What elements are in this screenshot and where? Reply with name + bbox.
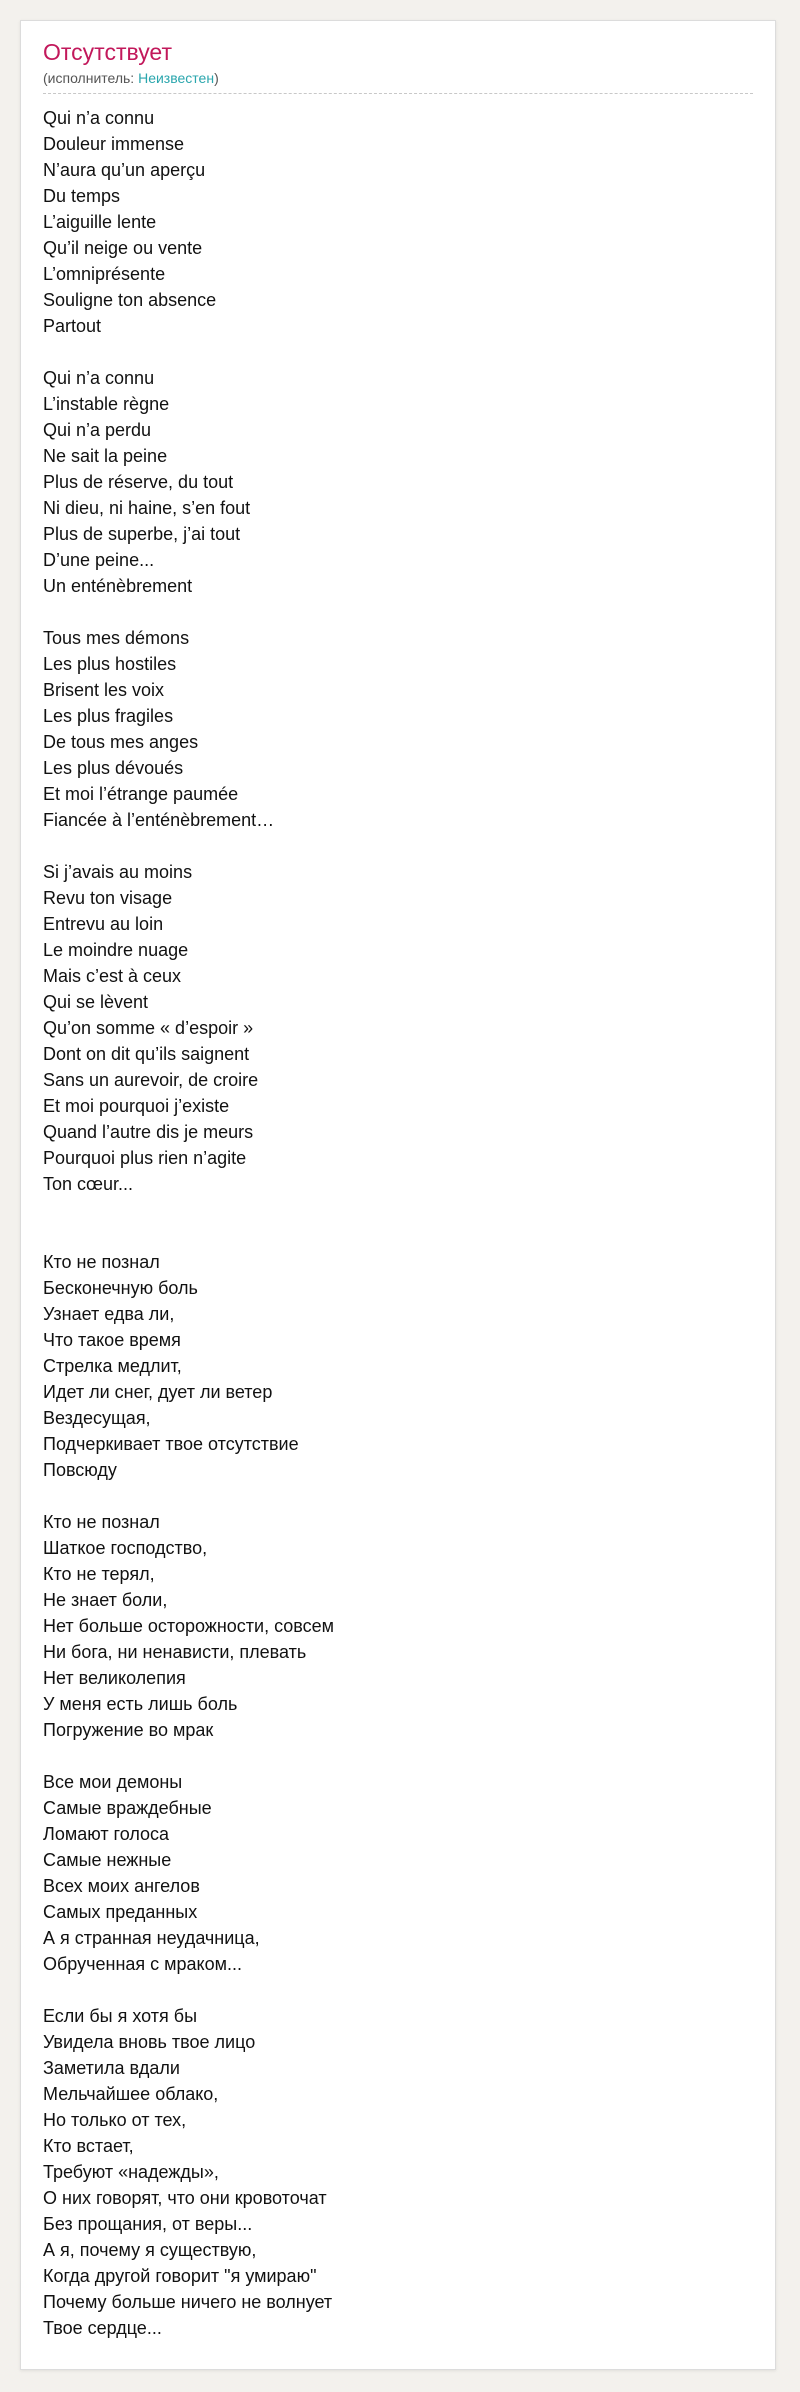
lyric-line: Si j’avais au moins xyxy=(43,862,193,882)
song-title: Отсутствует xyxy=(43,39,172,65)
lyric-line: N’aura qu’un aperçu xyxy=(43,160,206,180)
artist-line xyxy=(43,71,219,85)
lyric-line: Идет ли снег, дует ли ветер xyxy=(43,1382,273,1402)
lyric-line: У меня есть лишь боль xyxy=(43,1694,238,1714)
lyric-line: Кто не познал xyxy=(43,1512,160,1532)
lyric-line: О них говорят, что они кровоточат xyxy=(43,2188,327,2208)
lyric-line: Les plus hostiles xyxy=(43,654,177,674)
lyric-line: Но только от тех, xyxy=(43,2110,187,2130)
lyric-line: Entrevu au loin xyxy=(43,914,164,934)
lyric-line: L’omniprésente xyxy=(43,264,166,284)
lyric-line: Tous mes démons xyxy=(43,628,190,648)
lyric-line: Когда другой говорит "я умираю" xyxy=(43,2266,317,2286)
lyric-line: А я, почему я существую, xyxy=(43,2240,257,2260)
lyric-line: Pourquoi plus rien n’agite xyxy=(43,1148,247,1168)
lyric-line: Quand l’autre dis je meurs xyxy=(43,1122,254,1142)
lyric-line: Et moi l’étrange paumée xyxy=(43,784,239,804)
lyric-line: Кто встает, xyxy=(43,2136,134,2156)
lyrics-card xyxy=(20,20,776,2370)
lyric-line: Самые враждебные xyxy=(43,1798,212,1818)
lyric-line: Brisent les voix xyxy=(43,680,165,700)
stanza-3 xyxy=(43,625,743,833)
lyric-line: Qu’on somme « d’espoir » xyxy=(43,1018,254,1038)
lyric-line: Нет великолепия xyxy=(43,1668,186,1688)
lyric-line: Mais c’est à ceux xyxy=(43,966,182,986)
lyric-line: Шаткое господство, xyxy=(43,1538,208,1558)
lyric-line: Un enténèbrement xyxy=(43,576,193,596)
lyric-line: Qu’il neige ou vente xyxy=(43,238,203,258)
lyric-line: Без прощания, от веры... xyxy=(43,2214,253,2234)
lyric-line: Ton cœur... xyxy=(43,1174,134,1194)
lyric-line: Самых преданных xyxy=(43,1902,198,1922)
lyric-line: Ne sait la peine xyxy=(43,446,168,466)
lyric-line: D’une peine... xyxy=(43,550,155,570)
lyric-line: Plus de réserve, du tout xyxy=(43,472,234,492)
lyric-line: Ломают голоса xyxy=(43,1824,170,1844)
lyric-line: Кто не терял, xyxy=(43,1564,155,1584)
title-divider xyxy=(43,93,753,94)
stanza-1 xyxy=(43,105,743,339)
lyric-line: Обрученная с мраком... xyxy=(43,1954,243,1974)
lyric-line: Qui n’a connu xyxy=(43,368,155,388)
lyric-line: Plus de superbe, j’ai tout xyxy=(43,524,241,544)
artist-suffix: ) xyxy=(214,70,219,86)
lyric-line: Qui n’a connu xyxy=(43,108,155,128)
lyric-line: Qui n’a perdu xyxy=(43,420,152,440)
artist-link[interactable]: Неизвестен xyxy=(138,70,215,86)
lyric-line: Souligne ton absence xyxy=(43,290,217,310)
stanza-6 xyxy=(43,1509,743,1743)
lyric-line: Du temps xyxy=(43,186,121,206)
lyric-line: Всех моих ангелов xyxy=(43,1876,200,1896)
lyric-line: Бесконечную боль xyxy=(43,1278,198,1298)
lyric-line: Твое сердце... xyxy=(43,2318,162,2338)
lyric-line: Кто не познал xyxy=(43,1252,160,1272)
stanza-7 xyxy=(43,1769,743,1977)
lyric-line: Les plus fragiles xyxy=(43,706,174,726)
lyric-line: Нет больше осторожности, совсем xyxy=(43,1616,335,1636)
lyric-line: Что такое время xyxy=(43,1330,181,1350)
stanza-4 xyxy=(43,859,743,1197)
lyric-line: Le moindre nuage xyxy=(43,940,189,960)
lyric-line: Ни бога, ни ненависти, плевать xyxy=(43,1642,307,1662)
lyric-line: Et moi pourquoi j’existe xyxy=(43,1096,230,1116)
lyrics-body xyxy=(43,105,743,2367)
lyric-line: Погружение во мрак xyxy=(43,1720,214,1740)
lyric-line: Qui se lèvent xyxy=(43,992,149,1012)
lyric-line: Узнает едва ли, xyxy=(43,1304,175,1324)
lyric-line: Подчеркивает твое отсутствие xyxy=(43,1434,299,1454)
lyric-line: Почему больше ничего не волнует xyxy=(43,2292,333,2312)
lyric-line: Ni dieu, ni haine, s’en fout xyxy=(43,498,251,518)
lyric-line: Dont on dit qu’ils saignent xyxy=(43,1044,250,1064)
lyric-line: Revu ton visage xyxy=(43,888,173,908)
lyric-line: Douleur immense xyxy=(43,134,185,154)
artist-prefix: (исполнитель: xyxy=(43,70,139,86)
stanza-8 xyxy=(43,2003,743,2341)
lyric-line: А я странная неудачница, xyxy=(43,1928,260,1948)
lyric-line: Если бы я хотя бы xyxy=(43,2006,198,2026)
lyric-line: L’aiguille lente xyxy=(43,212,157,232)
lyric-line: Повсюду xyxy=(43,1460,117,1480)
lyric-line: Требуют «надежды», xyxy=(43,2162,219,2182)
lyric-line: De tous mes anges xyxy=(43,732,199,752)
lyric-line: Les plus dévoués xyxy=(43,758,184,778)
lyric-line: Не знает боли, xyxy=(43,1590,168,1610)
stanza-2 xyxy=(43,365,743,599)
lyric-line: Самые нежные xyxy=(43,1850,172,1870)
lyric-line: Sans un aurevoir, de croire xyxy=(43,1070,259,1090)
lyric-line: L’instable règne xyxy=(43,394,170,414)
stanza-5 xyxy=(43,1249,743,1483)
lyric-line: Fiancée à l’enténèbrement… xyxy=(43,810,275,830)
lyric-line: Мельчайшее облако, xyxy=(43,2084,219,2104)
lyric-line: Увидела вновь твое лицо xyxy=(43,2032,256,2052)
lyric-line: Заметила вдали xyxy=(43,2058,180,2078)
lyric-line: Стрелка медлит, xyxy=(43,1356,182,1376)
lyric-line: Все мои демоны xyxy=(43,1772,183,1792)
lyric-line: Вездесущая, xyxy=(43,1408,151,1428)
lyric-line: Partout xyxy=(43,316,102,336)
